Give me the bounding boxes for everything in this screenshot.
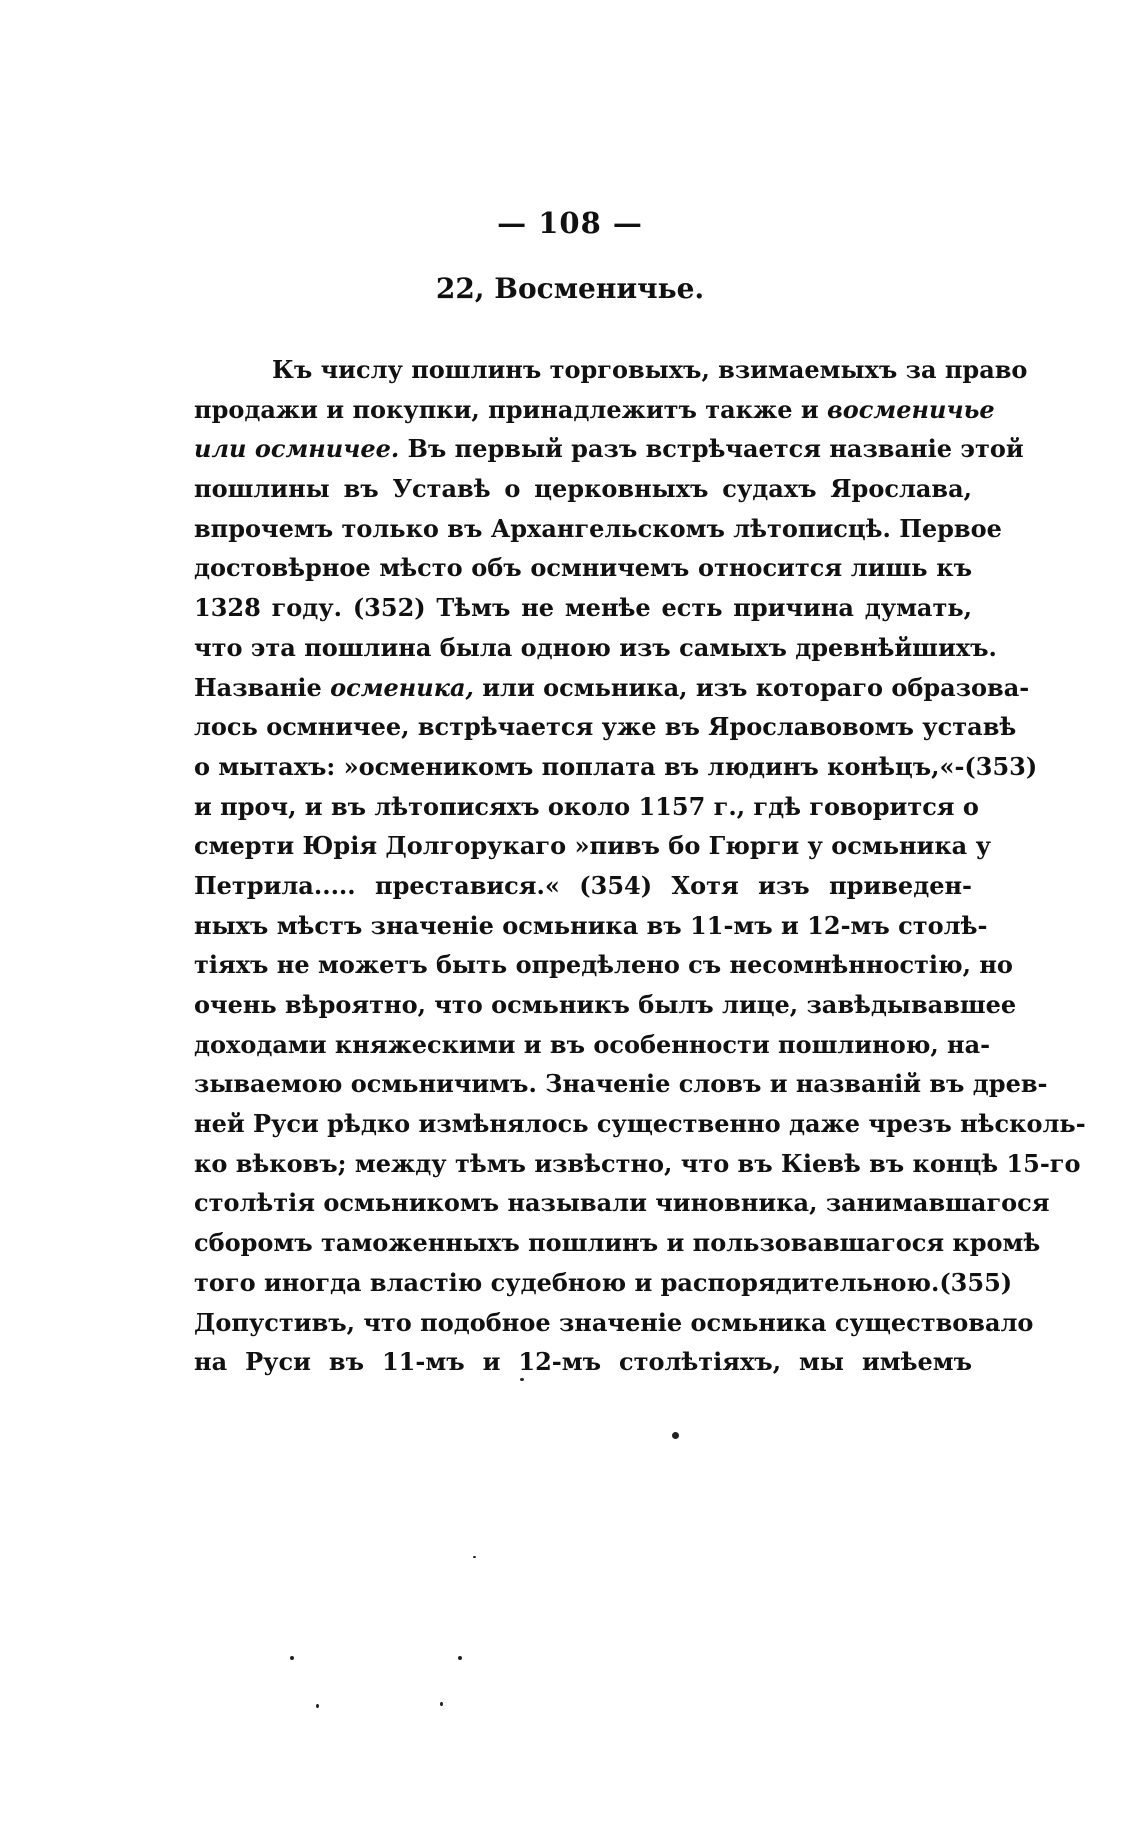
text-line: или осмничее. Въ первый разъ встрѣчается названіе этой xyxy=(194,434,1024,464)
text-line: смерти Юрія Долгорукаго »пивъ бо Гюрги у осмьника у xyxy=(194,831,991,861)
page-number: — 108 — xyxy=(497,206,643,240)
text-line: на Руси въ 11-мъ и 12-мъ столѣтіяхъ, мы имѣемъ xyxy=(194,1347,972,1377)
text-line: 1328 году. (352) Тѣмъ не менѣе есть причина думать, xyxy=(194,593,972,623)
scan-speck xyxy=(458,1656,462,1660)
text-line: лось осмничее, встрѣчается уже въ Ярославовомъ уставѣ xyxy=(194,712,1017,742)
text-line: тіяхъ не можетъ быть опредѣлено съ несомнѣнностію, но xyxy=(194,950,1013,980)
scan-speck xyxy=(672,1432,679,1439)
scan-speck xyxy=(520,1378,524,1381)
text-line: Названіе осменика, или осмьника, изъ котораго образова- xyxy=(194,672,1030,702)
body-text xyxy=(194,350,1086,1382)
text-line: Петрила..... преставися.« (354) Хотя изъ приведен- xyxy=(194,870,972,900)
text-line: пошлины въ Уставѣ о церковныхъ судахъ Ярослава, xyxy=(194,474,972,504)
text-line: столѣтія осмьникомъ называли чиновника, занимавшагося xyxy=(194,1188,1050,1218)
text-line: Допустивъ, что подобное значеніе осмьника существовало xyxy=(194,1307,1034,1337)
text-line: ней Руси рѣдко измѣнялось существенно даже чрезъ нѣсколь- xyxy=(194,1109,1086,1139)
section-title: 22, Восменичье. xyxy=(435,272,705,305)
text-line: о мытахъ: »осменикомъ поплата въ людинъ конѣцъ,«-(353) xyxy=(194,751,1038,781)
scan-speck xyxy=(473,1556,476,1558)
text-line: Къ числу пошлинъ торговыхъ, взимаемыхъ за право xyxy=(272,355,1028,384)
text-line: продажи и покупки, принадлежитъ также и восменичье xyxy=(194,394,995,424)
scan-speck xyxy=(440,1702,443,1706)
text-line: достовѣрное мѣсто объ осмничемъ относится лишь къ xyxy=(194,553,972,583)
scan-speck xyxy=(290,1656,294,1660)
text-line: ныхъ мѣстъ значеніе осмьника въ 11-мъ и 12-мъ столѣ- xyxy=(194,910,988,940)
text-line: того иногда властію судебною и распорядительною.(355) xyxy=(194,1267,1013,1297)
text-line: что эта пошлина была одною изъ самыхъ древнѣйшихъ. xyxy=(194,632,997,662)
text-line: зываемою осмьничимъ. Значеніе словъ и названій въ древ- xyxy=(194,1069,1048,1099)
text-line: впрочемъ только въ Архангельскомъ лѣтописцѣ. Первое xyxy=(194,513,1002,543)
text-line: ко вѣковъ; между тѣмъ извѣстно, что въ Кіевѣ въ концѣ 15-го xyxy=(194,1148,1081,1178)
text-line: доходами княжескими и въ особенности пошлиною, на- xyxy=(194,1029,991,1059)
scan-speck xyxy=(316,1704,319,1708)
text-line: очень вѣроятно, что осмьникъ былъ лице, завѣдывавшее xyxy=(194,990,1017,1019)
text-line: сборомъ таможенныхъ пошлинъ и пользовавшагося кромѣ xyxy=(194,1228,1041,1258)
text-line: и проч, и въ лѣтописяхъ около 1157 г., гдѣ говорится о xyxy=(194,791,979,821)
